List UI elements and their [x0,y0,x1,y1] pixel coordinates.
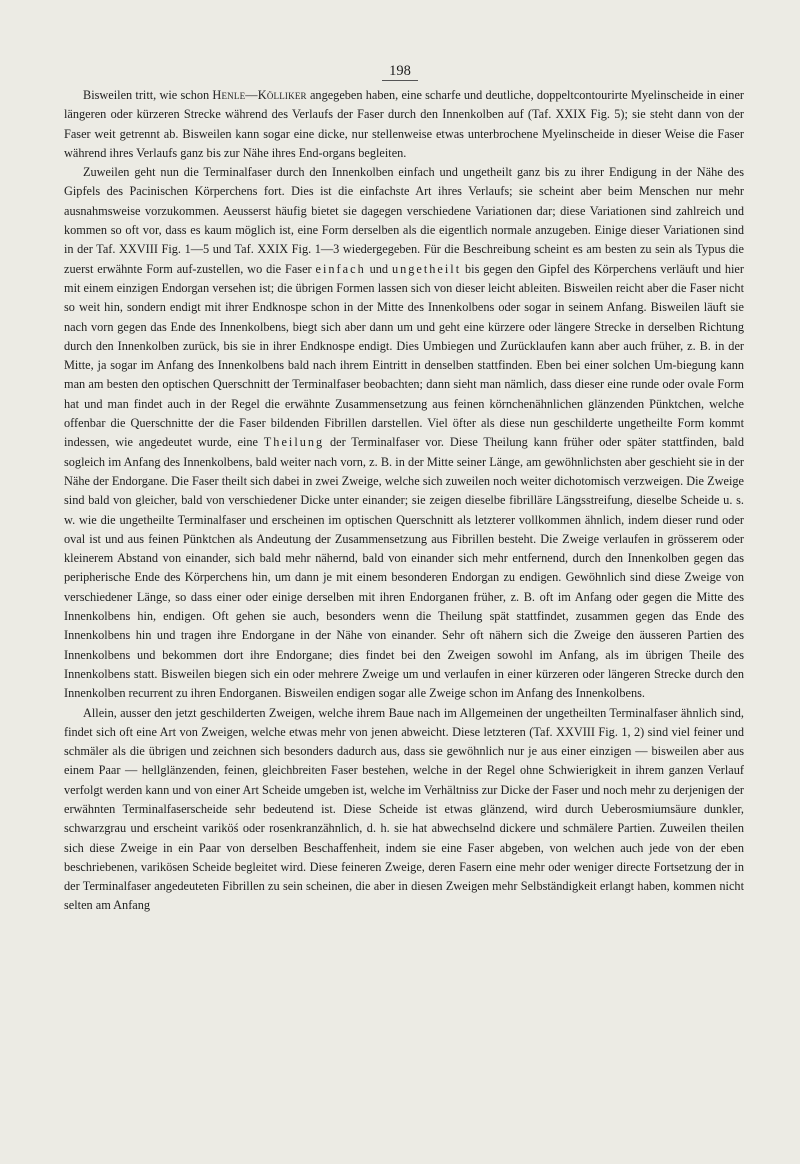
text-run: der Terminalfaser vor. Diese Theilung kann früher oder später stattfinden, bald sogleich im Anfang des Innenkolbens, bald weiter nach vorn, z. B. in der Mitte seiner Länge, am gewöhnlichsten aber geschieht sie in der Nähe der Endorgane. Die Faser theilt sich dabei in zwei Zweige, welche sich zuweilen noch weiter dichotomisch verzweigen. Die Zweige sind bald von gleicher, bald von verschiedener Dicke unter einander; sie zeigen dieselbe fibrilläre Längsstreifung, dieselbe Scheide u. s. w. wie die ungetheilte Terminalfaser und erscheinen im optischen Querschnitt als letzterer vollkommen ähnlich, indem dieser rund oder oval ist und aus feinen Pünktchen als Andeutung der Zusammensetzung aus Fibrillen besteht. Die Zweige verlaufen in grösserem oder kleinerem Abstand von einander, sich bald mehr nähernd, bald von einander sich mehr entfernend, durch den Innenkolben gegen das peripherische Ende des Körperchens hin, um dann je mit einem besonderen Endorgan zu endigen. Gewöhnlich sind diese Zweige von verschiedener Länge, so dass einer oder einige derselben mit ihren Endorganen früher, z. B. oft im Anfang oder gegen die Mitte des Innenkolbens hin, endigen. Oft gehen sie auch, besonders wenn die Theilung spät stattfindet, zusammen gegen das Ende des Innenkolbens hin und tragen ihre Endorgane in der Nähe von einander. Sehr oft nähern sich die Zweige den äusseren Partien des Innenkolbens und bekommen dort ihre Endorgane; dies findet bei den Zweigen sowohl im Anfang, als im übrigen Theile des Innenkolbens statt. Bisweilen biegen sich ein oder mehrere Zweige um und verlaufen in einer kürzeren oder längeren Strecke durch den Innenkolben recurrent zu ihren Endorganen. Bisweilen endigen sogar alle Zweige schon im Anfang des Innenkolbens. [64,435,744,701]
body-text [64,86,744,916]
author-names: Henle—Kölliker [212,88,307,102]
text-run: Zuweilen geht nun die Terminalfaser durch den Innenkolben einfach und ungetheilt ganz bis zu ihrer Endigung in der Nähe des Gipfels des Pacinischen Körperchens fort. Dies ist die einfachste Art ihres Verlaufs; sie scheint aber beim Menschen nur mehr ausnahmsweise vorzukommen. Aeusserst häufig bietet sie dagegen verschiedene Variationen dar; diese Variationen sind zahlreich und kommen so oft vor, dass es kaum möglich ist, eine Form derselben als die eigentlich normale anzugeben. Einige dieser Variationen sind in der Taf. XXVIII Fig. 1—5 und Taf. XXIX Fig. 1—3 wiedergegeben. Für die Beschreibung scheint es am besten zu sein als Typus die zuerst erwähnte Form auf-zustellen, wo die Faser [64,165,744,276]
paragraph [64,86,744,163]
text-run: angegeben haben, eine scharfe und deutliche, doppeltcontourirte Myelinscheide in einer längeren oder kürzeren Strecke während des Verlaufs der Faser durch den Innenkolben auf (Taf. XXIX Fig. 5); sie steht dann von der Faser weit getrennt ab. Bisweilen kann sogar eine dicke, nur stellenweise etwas unterbrochene Myelinscheide in dieser Weise die Faser während ihres Verlaufs ganz bis zur Nähe ihres End-organs begleiten. [64,88,744,160]
text-run: Allein, ausser den jetzt geschilderten Zweigen, welche ihrem Baue nach im Allgemeinen der ungetheilten Terminalfaser ähnlich sind, findet sich oft eine Art von Zweigen, welche etwas mehr von jenen abweicht. Diese letzteren (Taf. XXVIII Fig. 1, 2) sind viel feiner und schmäler als die übrigen und zeichnen sich besonders dadurch aus, dass sie gewöhnlich nur je aus einer einzigen — bisweilen aber aus einem Paar — hellglänzenden, feinen, gleichbreiten Faser bestehen, welche in der Regel ohne Schwierigkeit in ihrem ganzen Verlauf verfolgt werden kann und von einer Art Scheide umgeben ist, welche im Verhältniss zur Dicke der Faser und noch mehr zu derjenigen der erwähnten Terminalfaserscheide sehr bedeutend ist. Diese Scheide ist etwas glänzend, wird durch Ueberosmiumsäure dunkler, schwarzgrau und erscheint variköś oder rosenkranzähnlich, d. h. sie hat abwechselnd dickere und schmälere Partien. Zuweilen theilen sich diese Zweige in ein Paar von derselben Beschaffenheit, indem sie eine Faser abgeben, von welchen auch jede von der eben beschriebenen, varikösen Scheide begleitet wird. Diese feineren Zweige, deren Fasern eine mehr oder weniger directe Fortsetzung der in der Terminalfaser angedeuteten Fibrillen zu sein scheinen, die aber in diesen Zweigen mehr Selbständigkeit erlangt haben, kommen nicht selten am Anfang [64,705,744,913]
emphasized-term: einfach [315,261,366,276]
text-run: bis gegen den Gipfel des Körperchens verläuft und hier mit einem einzigen Endorgan versehen ist; die übrigen Formen lassen sich von dieser leicht ableiten. Bisweilen reicht aber die Faser nicht so weit hin, sondern endigt mit ihrer Endknospe schon in der Mitte des Innenkolbens oder sogar in seinem Anfang. Bisweilen läuft sie nach vorn gegen das Ende des Innenkolbens, biegt sich aber dann um und geht eine kürzere oder längere Strecke in derselben Richtung durch den Innenkolben zurück, bis sie in ihrer Endknospe endigt. Dies Umbiegen und Zurücklaufen kann aber auch früher, z. B. in der Mitte, ja sogar im Anfang des Innenkolbens bald nach ihrem Eintritt in denselben stattfinden. Eben bei einer solchen Um-biegung kann man am besten den optischen Querschnitt der Terminalfaser beobachten; dann sieht man nämlich, dass dieser eine runde oder ovale Form hat und man findet auch in der Regel die erwähnte Zusammensetzung aus feinen körnchenähnlichen glänzenden Pünktchen, welche offenbar die Querschnitte der die Faser bildenden Fibrillen darstellen. Viel öfter als diese nun geschilderte ungetheilte Form kommt indessen, wie angedeutet wurde, eine [64,261,744,450]
emphasized-term: ungetheilt [391,261,462,276]
paragraph [64,704,744,916]
text-run: und [365,261,392,276]
text-run: Bisweilen tritt, wie schon [83,88,213,102]
page-number: 198 [382,63,418,81]
emphasized-term: Theilung [263,435,325,450]
paragraph [64,163,744,703]
